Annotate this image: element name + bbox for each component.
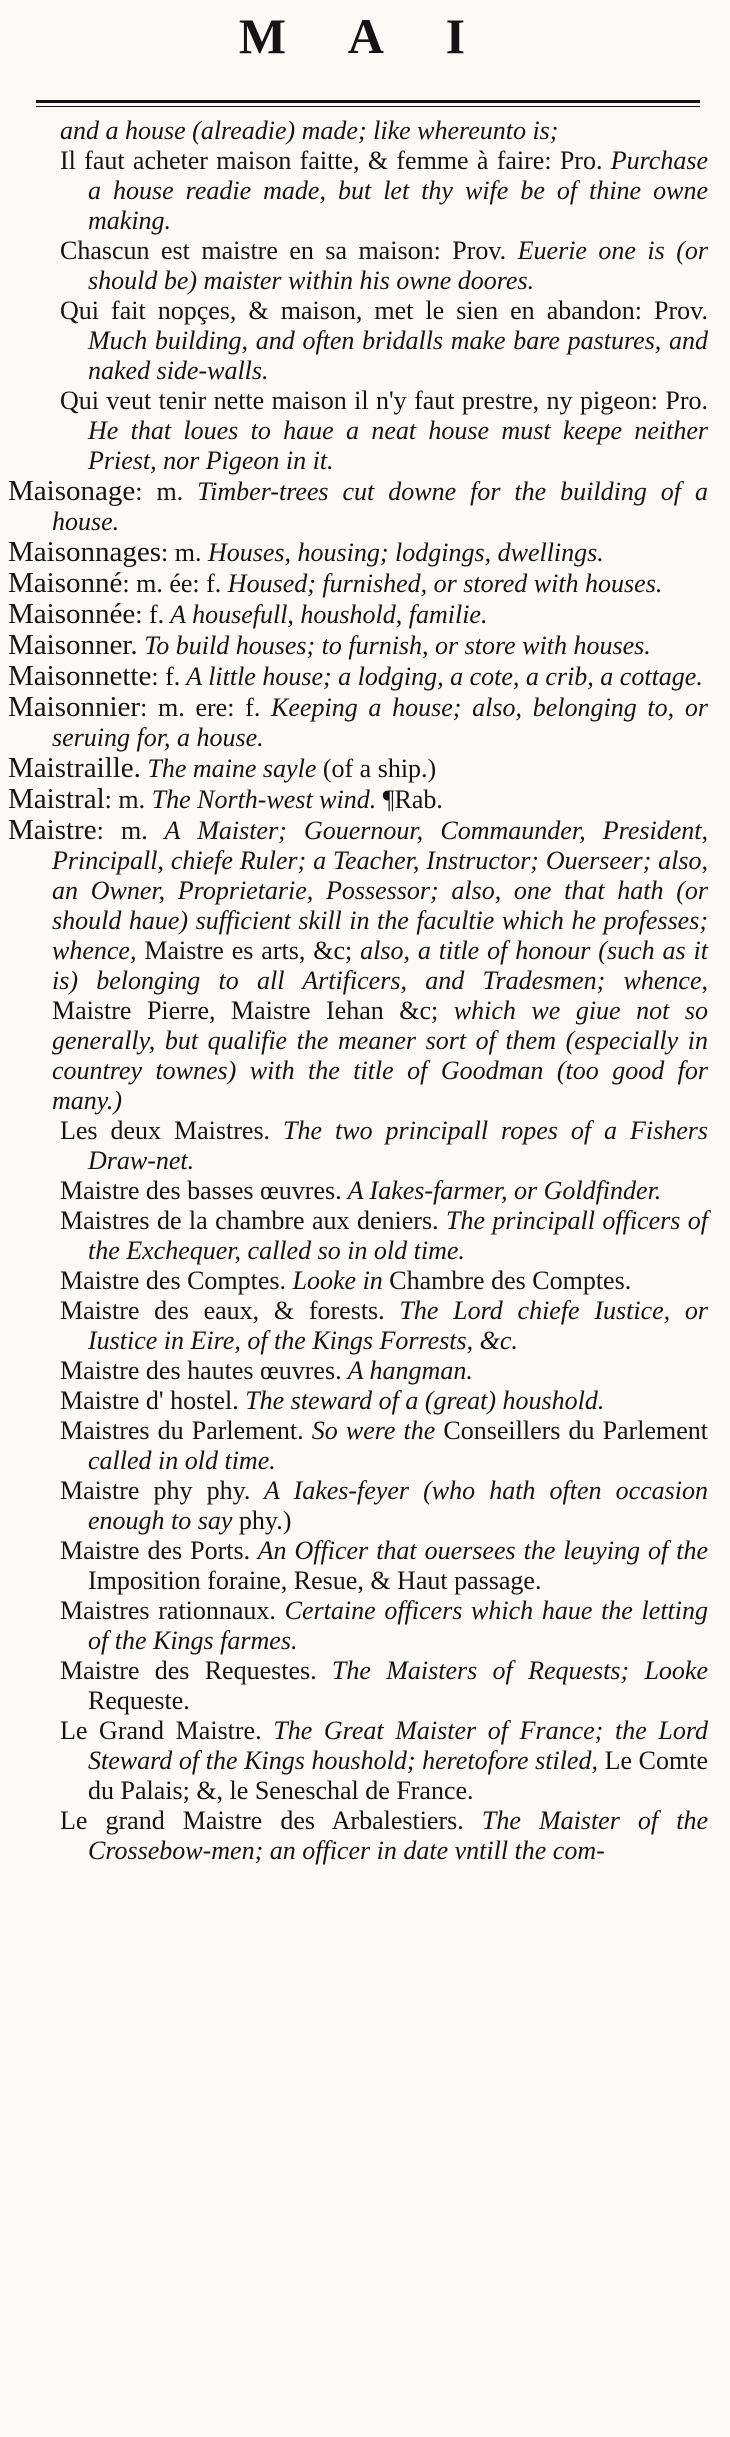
english-gloss: To build houses; to furnish, or store with houses. (137, 631, 651, 660)
french-text: Maistre Pierre, Maistre Iehan &c; (52, 996, 439, 1025)
english-gloss: Much building, and often bridalls make bare pastures, and naked side-walls. (88, 326, 708, 385)
headword: Maistral (8, 783, 105, 815)
entries-column (8, 116, 708, 1866)
dictionary-subentry (8, 1116, 708, 1176)
dictionary-subentry (8, 1596, 708, 1656)
dictionary-subentry (8, 1716, 708, 1806)
english-gloss: The Great Maister of France; the Lord Steward of the Kings houshold; heretofore stiled, (88, 1716, 708, 1775)
english-gloss: A housefull, houshold, familie. (164, 600, 488, 629)
french-text: Qui veut tenir nette maison il n'y faut prestre, ny pigeon: Pro. (60, 386, 708, 415)
entry-continuation (8, 116, 708, 146)
french-text: : f. (151, 662, 181, 691)
headword: Maisonnier (8, 691, 141, 723)
french-text: Il faut acheter maison faitte, & femme à faire: Pro. (60, 146, 603, 175)
headword: Maisonnée (8, 598, 136, 630)
french-text: Maistres rationnaux. (60, 1596, 276, 1625)
french-text: Maistre des Requestes. (60, 1656, 317, 1685)
header-rule-thin (36, 106, 700, 107)
french-text: Qui fait nopçes, & maison, met le sien en abandon: Prov. (60, 296, 708, 325)
dictionary-entry (8, 568, 708, 599)
dictionary-subentry (8, 1206, 708, 1266)
french-text: Maistre d' hostel. (60, 1386, 239, 1415)
french-text: Le Comte du Palais; &, le Seneschal de France. (88, 1746, 708, 1805)
english-gloss: Purchase a house readie made, but let thy wife be of thine owne making. (88, 146, 709, 235)
english-gloss: A Iakes-feyer (who hath often occasion enough to say (88, 1476, 709, 1535)
dictionary-subentry (8, 146, 708, 236)
english-gloss: which we giue not so generally, but qualifie the meaner sort of them (especially in countrey townes) with the title of Goodman (too good for many.) (52, 996, 708, 1115)
french-text: Maistre es arts, &c; (136, 936, 353, 965)
french-text: : m. (161, 538, 202, 567)
dictionary-entry (8, 753, 708, 784)
french-text: : m. (104, 785, 146, 814)
english-gloss: The Lord chiefe Iustice, or Iustice in Eire, of the Kings Forrests, &c. (88, 1296, 709, 1355)
french-text: Maistre des basses œuvres. (60, 1176, 342, 1205)
english-gloss: A little house; a lodging, a cote, a crib, a cottage. (180, 662, 703, 691)
french-text: Maistre des Comptes. (60, 1266, 287, 1295)
english-gloss: He that loues to haue a neat house must keepe neither Priest, nor Pigeon in it. (88, 416, 708, 475)
english-gloss: So were the (303, 1416, 436, 1445)
dictionary-subentry (8, 386, 708, 476)
french-text: Imposition foraine, Resue, & Haut passage. (88, 1566, 542, 1595)
french-text: : f. (135, 600, 165, 629)
french-text: : m. ée: f. (122, 569, 222, 598)
english-gloss: and a house (alreadie) made; like whereunto is; (60, 116, 559, 145)
french-text: : m. (135, 477, 184, 506)
french-text: : m. (96, 816, 148, 845)
dictionary-subentry (8, 1296, 708, 1356)
dictionary-subentry (8, 1806, 708, 1866)
dictionary-entry (8, 599, 708, 630)
french-text: Chambre des Comptes. (382, 1266, 632, 1295)
headword: Maisonage (8, 475, 136, 507)
dictionary-entry (8, 815, 708, 1116)
french-text: Maistres du Parlement. (60, 1416, 304, 1445)
french-text: Maistre des hautes œuvres. (60, 1356, 342, 1385)
english-gloss: A Maister; Gouernour, Commaunder, President, Principall, chiefe Ruler; a Teacher, Instructor; Ouerseer; also, an Owner, Proprietarie, Possessor; also, one that hath (or should haue) sufficient skill in the facultie which he professes; whence, (52, 816, 708, 965)
french-text: Le grand Maistre des Arbalestiers. (60, 1806, 464, 1835)
english-gloss: The Maister of the Crossebow-men; an officer in date vntill the com- (88, 1806, 709, 1865)
english-gloss: An Officer that ouersees the leuying of the (250, 1536, 708, 1565)
english-gloss: Looke in (286, 1266, 383, 1295)
english-gloss: The maine sayle (140, 754, 317, 783)
english-gloss: The Maisters of Requests; Looke (316, 1656, 708, 1685)
dictionary-subentry (8, 1176, 708, 1206)
french-text: phy.) (232, 1506, 292, 1535)
english-gloss: A Iakes-farmer, or Goldfinder. (341, 1176, 662, 1205)
english-gloss: Euerie one is (or should be) maister within his owne doores. (88, 236, 708, 295)
french-text: Les deux Maistres. (60, 1116, 271, 1145)
dictionary-subentry (8, 1386, 708, 1416)
dictionary-subentry (8, 236, 708, 296)
dictionary-entry (8, 661, 708, 692)
header-rule (36, 100, 700, 103)
headword: Maisonnages (8, 536, 162, 568)
french-text: Chascun est maistre en sa maison: Prov. (60, 236, 507, 265)
page-header: M A I (238, 8, 492, 64)
french-text: Maistre phy phy. (60, 1476, 251, 1505)
dictionary-subentry (8, 1476, 708, 1536)
dictionary-subentry (8, 296, 708, 386)
english-gloss: Timber-trees cut downe for the building of a house. (52, 477, 708, 536)
dictionary-subentry (8, 1416, 708, 1476)
dictionary-subentry (8, 1656, 708, 1716)
dictionary-subentry (8, 1356, 708, 1386)
french-text: Le Grand Maistre. (60, 1716, 262, 1745)
english-gloss: called in old time. (88, 1446, 276, 1475)
english-gloss: Keeping a house; also, belonging to, or seruing for, a house. (52, 693, 708, 752)
headword: Maistraille. (8, 752, 141, 784)
english-gloss: also, a title of honour (such as it is) belonging to all Artificers, and Tradesmen; whence, (52, 936, 708, 995)
dictionary-entry (8, 692, 708, 753)
headword: Maisonné (8, 567, 123, 599)
dictionary-subentry (8, 1536, 708, 1596)
english-gloss: A hangman. (341, 1356, 473, 1385)
english-gloss: The steward of a (great) houshold. (238, 1386, 605, 1415)
english-gloss: The principall officers of the Exchequer, called so in old time. (88, 1206, 708, 1265)
dictionary-entry (8, 476, 708, 537)
french-text: Maistres de la chambre aux deniers. (60, 1206, 439, 1235)
dictionary-entry (8, 630, 708, 661)
dictionary-entry (8, 784, 708, 815)
headword: Maistre (8, 814, 97, 846)
french-text: Maistre des eaux, & forests. (60, 1296, 385, 1325)
headword: Maisonnette (8, 660, 152, 692)
french-text: ¶Rab. (376, 785, 443, 814)
english-gloss: Housed; furnished, or stored with houses. (221, 569, 663, 598)
french-text: (of a ship.) (316, 754, 437, 783)
english-gloss: Certaine officers which haue the letting of the Kings farmes. (88, 1596, 708, 1655)
french-text: : m. ere: f. (140, 693, 261, 722)
headword: Maisonner. (8, 629, 138, 661)
french-text: Conseillers du Parlement (435, 1416, 708, 1445)
english-gloss: The North-west wind. (145, 785, 377, 814)
dictionary-entry (8, 537, 708, 568)
french-text: Maistre des Ports. (60, 1536, 251, 1565)
english-gloss: The two principall ropes of a Fishers Draw-net. (88, 1116, 708, 1175)
dictionary-subentry (8, 1266, 708, 1296)
french-text: Requeste. (88, 1686, 190, 1715)
english-gloss: Houses, housing; lodgings, dwellings. (201, 538, 604, 567)
